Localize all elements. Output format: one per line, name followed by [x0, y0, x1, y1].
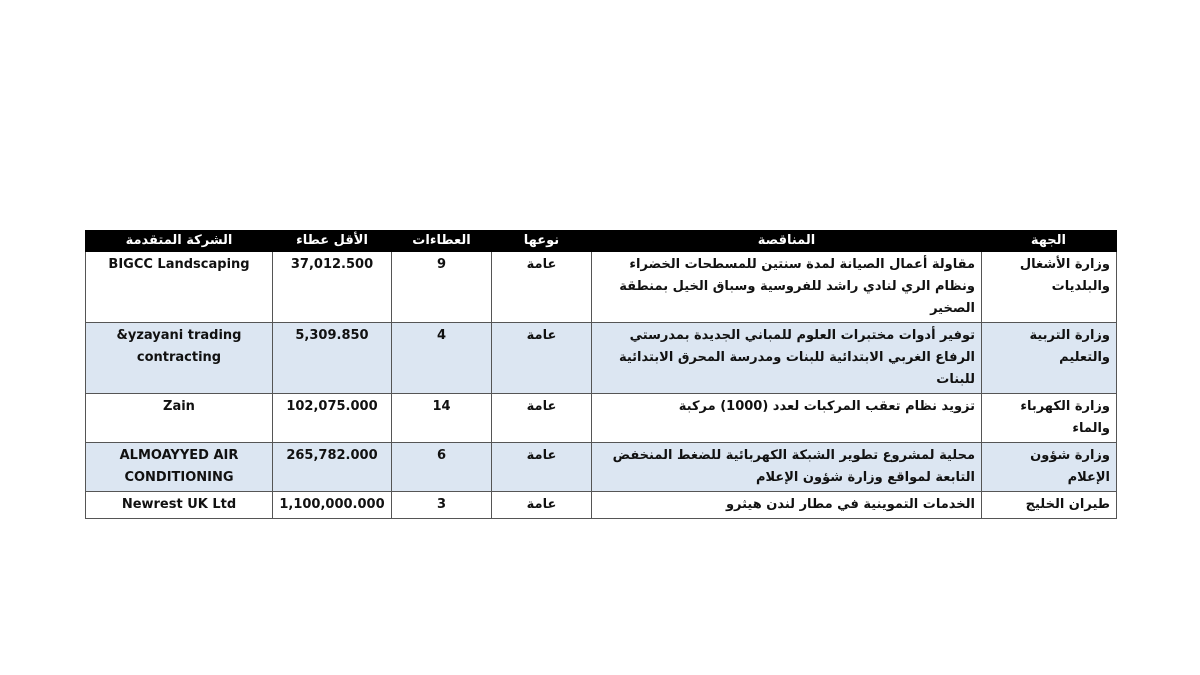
bids-count-cell: 3 — [392, 492, 492, 519]
company-cell: BIGCC Landscaping — [86, 252, 273, 323]
lowest-bid-cell: 37,012.500 — [273, 252, 392, 323]
header-company: الشركة المتقدمة — [86, 231, 273, 252]
table-row — [86, 323, 1117, 394]
bids-count-cell: 6 — [392, 443, 492, 492]
table-row — [86, 252, 1117, 323]
table-row — [86, 443, 1117, 492]
header-tender: المناقصة — [592, 231, 982, 252]
company-cell: Zain — [86, 394, 273, 443]
company-cell: Newrest UK Ltd — [86, 492, 273, 519]
tender-cell: مقاولة أعمال الصيانة لمدة سنتين للمسطحات الخضراء ونظام الري لنادي راشد للفروسية وسباق الخيل بمنطقة الصخير — [592, 252, 982, 323]
tender-cell: توفير أدوات مختبرات العلوم للمباني الجديدة بمدرستي الرفاع الغربي الابتدائية للبنات ومدرسة المحرق الابتدائية للبنات — [592, 323, 982, 394]
header-bids-count: العطاءات — [392, 231, 492, 252]
header-row — [86, 231, 1117, 252]
lowest-bid-cell: 102,075.000 — [273, 394, 392, 443]
type-cell: عامة — [492, 323, 592, 394]
table-row — [86, 492, 1117, 519]
entity-cell: طيران الخليج — [982, 492, 1117, 519]
entity-cell: وزارة التربية والتعليم — [982, 323, 1117, 394]
lowest-bid-cell: 265,782.000 — [273, 443, 392, 492]
type-cell: عامة — [492, 443, 592, 492]
header-type: نوعها — [492, 231, 592, 252]
tender-cell: محلية لمشروع تطوير الشبكة الكهربائية للضغط المنخفض التابعة لمواقع وزارة شؤون الإعلام — [592, 443, 982, 492]
lowest-bid-cell: 5,309.850 — [273, 323, 392, 394]
entity-cell: وزارة الكهرباء والماء — [982, 394, 1117, 443]
bids-count-cell: 14 — [392, 394, 492, 443]
entity-cell: وزارة الأشغال والبلديات — [982, 252, 1117, 323]
type-cell: عامة — [492, 492, 592, 519]
table-row — [86, 394, 1117, 443]
bids-count-cell: 4 — [392, 323, 492, 394]
tenders-table — [85, 230, 1117, 519]
bids-count-cell: 9 — [392, 252, 492, 323]
lowest-bid-cell: 1,100,000.000 — [273, 492, 392, 519]
tender-cell: الخدمات التموينية في مطار لندن هيثرو — [592, 492, 982, 519]
tender-cell: تزويد نظام تعقب المركبات لعدد (1000) مركبة — [592, 394, 982, 443]
company-cell: ALMOAYYED AIR CONDITIONING — [86, 443, 273, 492]
type-cell: عامة — [492, 252, 592, 323]
entity-cell: وزارة شؤون الإعلام — [982, 443, 1117, 492]
header-entity: الجهة — [982, 231, 1117, 252]
company-cell: &yzayani trading contracting — [86, 323, 273, 394]
type-cell: عامة — [492, 394, 592, 443]
header-lowest-bid: الأقل عطاء — [273, 231, 392, 252]
